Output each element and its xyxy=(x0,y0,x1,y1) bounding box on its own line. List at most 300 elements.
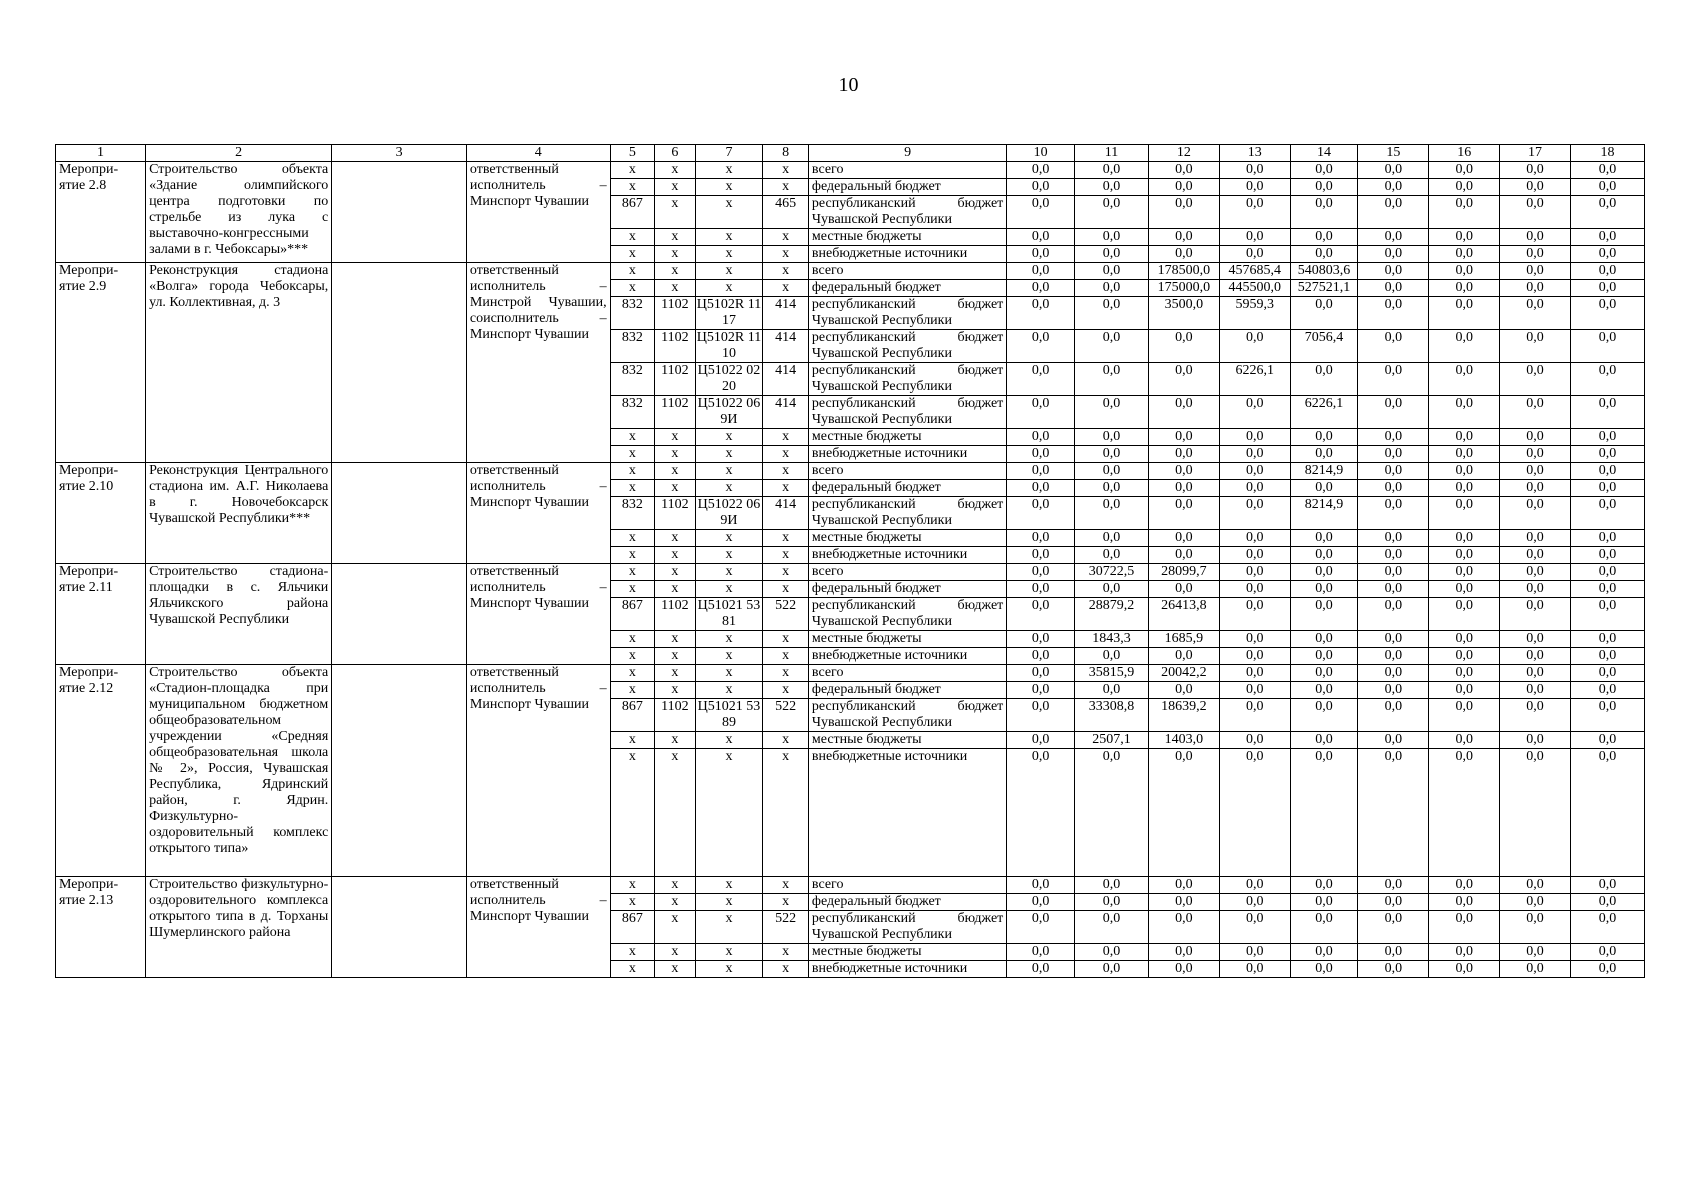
funding-source: республиканский бюджет Чувашской Республики xyxy=(808,297,1006,330)
column-3-cell xyxy=(332,665,467,877)
amount-cell: 0,0 xyxy=(1219,631,1290,648)
amount-cell: 0,0 xyxy=(1429,229,1500,246)
amount-cell: 178500,0 xyxy=(1148,263,1219,280)
amount-cell: 0,0 xyxy=(1358,363,1429,396)
amount-cell: 0,0 xyxy=(1358,894,1429,911)
column-number-18: 18 xyxy=(1570,145,1644,162)
funding-source: федеральный бюджет xyxy=(808,682,1006,699)
code-cell-c5: 867 xyxy=(610,598,655,631)
code-cell-c8: x xyxy=(763,648,809,665)
amount-cell: 0,0 xyxy=(1358,463,1429,480)
amount-cell: 0,0 xyxy=(1219,564,1290,581)
table-row xyxy=(56,463,1645,480)
code-cell-c6: x xyxy=(655,665,695,682)
column-3-cell xyxy=(332,463,467,564)
amount-cell: 0,0 xyxy=(1500,497,1571,530)
amount-cell: 0,0 xyxy=(1429,446,1500,463)
amount-cell: 0,0 xyxy=(1500,246,1571,263)
funding-source: местные бюджеты xyxy=(808,944,1006,961)
code-cell-c5: 867 xyxy=(610,911,655,944)
code-cell-c8: x xyxy=(763,480,809,497)
code-cell-c8: 414 xyxy=(763,297,809,330)
amount-cell: 0,0 xyxy=(1358,530,1429,547)
amount-cell: 0,0 xyxy=(1290,297,1358,330)
amount-cell: 0,0 xyxy=(1075,877,1149,894)
amount-cell: 0,0 xyxy=(1570,631,1644,648)
funding-source: республиканский бюджет Чувашской Республики xyxy=(808,699,1006,732)
amount-cell: 0,0 xyxy=(1429,581,1500,598)
code-cell-c5: 832 xyxy=(610,297,655,330)
code-cell-c8: 414 xyxy=(763,396,809,429)
code-cell-c5: x xyxy=(610,229,655,246)
code-cell-c7: Ц51022 0220 xyxy=(695,363,763,396)
code-cell-c8: x xyxy=(763,944,809,961)
funding-source: местные бюджеты xyxy=(808,229,1006,246)
code-cell-c6: x xyxy=(655,446,695,463)
amount-cell: 0,0 xyxy=(1219,894,1290,911)
code-cell-c8: 522 xyxy=(763,598,809,631)
code-cell-c6: x xyxy=(655,682,695,699)
code-cell-c6: x xyxy=(655,263,695,280)
amount-cell: 0,0 xyxy=(1570,732,1644,749)
amount-cell: 0,0 xyxy=(1429,944,1500,961)
amount-cell: 0,0 xyxy=(1219,229,1290,246)
amount-cell: 6226,1 xyxy=(1219,363,1290,396)
amount-cell: 0,0 xyxy=(1007,547,1075,564)
column-number-11: 11 xyxy=(1075,145,1149,162)
amount-cell: 0,0 xyxy=(1500,363,1571,396)
amount-cell: 0,0 xyxy=(1219,877,1290,894)
amount-cell: 0,0 xyxy=(1007,564,1075,581)
amount-cell: 8214,9 xyxy=(1290,463,1358,480)
code-cell-c7: x xyxy=(695,162,763,179)
funding-source: всего xyxy=(808,162,1006,179)
amount-cell: 0,0 xyxy=(1429,396,1500,429)
amount-cell: 0,0 xyxy=(1219,396,1290,429)
code-cell-c8: x xyxy=(763,894,809,911)
amount-cell: 445500,0 xyxy=(1219,280,1290,297)
amount-cell: 0,0 xyxy=(1007,581,1075,598)
code-cell-c5: x xyxy=(610,749,655,877)
funding-source: всего xyxy=(808,463,1006,480)
amount-cell: 0,0 xyxy=(1570,581,1644,598)
amount-cell: 0,0 xyxy=(1075,894,1149,911)
code-cell-c5: x xyxy=(610,446,655,463)
amount-cell: 0,0 xyxy=(1500,631,1571,648)
amount-cell: 33308,8 xyxy=(1075,699,1149,732)
amount-cell: 0,0 xyxy=(1500,429,1571,446)
amount-cell: 0,0 xyxy=(1570,699,1644,732)
amount-cell: 0,0 xyxy=(1075,944,1149,961)
amount-cell: 0,0 xyxy=(1429,263,1500,280)
measure-id: Меропри- ятие 2.13 xyxy=(56,877,146,978)
code-cell-c5: x xyxy=(610,547,655,564)
code-cell-c6: 1102 xyxy=(655,330,695,363)
code-cell-c8: x xyxy=(763,665,809,682)
amount-cell: 0,0 xyxy=(1570,480,1644,497)
amount-cell: 0,0 xyxy=(1148,429,1219,446)
amount-cell: 0,0 xyxy=(1290,480,1358,497)
code-cell-c8: x xyxy=(763,732,809,749)
measure-name: Реконструкция Центрального стадиона им. А.Г. Николаева в г. Новочебоксарск Чувашской Республики*** xyxy=(146,463,332,564)
amount-cell: 0,0 xyxy=(1148,877,1219,894)
amount-cell: 0,0 xyxy=(1290,732,1358,749)
amount-cell: 0,0 xyxy=(1219,330,1290,363)
amount-cell: 527521,1 xyxy=(1290,280,1358,297)
column-3-cell xyxy=(332,263,467,463)
code-cell-c6: x xyxy=(655,961,695,978)
code-cell-c7: x xyxy=(695,665,763,682)
funding-source: местные бюджеты xyxy=(808,530,1006,547)
code-cell-c6: 1102 xyxy=(655,598,695,631)
amount-cell: 0,0 xyxy=(1429,961,1500,978)
amount-cell: 0,0 xyxy=(1075,497,1149,530)
measure-name: Строительство объекта «Здание олимпийского центра подготовки по стрельбе из лука с выставочно-конгрессными залами в г. Чебоксары»*** xyxy=(146,162,332,263)
amount-cell: 0,0 xyxy=(1148,162,1219,179)
code-cell-c6: x xyxy=(655,530,695,547)
code-cell-c8: x xyxy=(763,162,809,179)
funding-source: федеральный бюджет xyxy=(808,581,1006,598)
amount-cell: 0,0 xyxy=(1219,682,1290,699)
amount-cell: 0,0 xyxy=(1007,530,1075,547)
table-body xyxy=(56,162,1645,978)
code-cell-c7: x xyxy=(695,196,763,229)
amount-cell: 0,0 xyxy=(1429,480,1500,497)
table-row xyxy=(56,665,1645,682)
amount-cell: 0,0 xyxy=(1075,162,1149,179)
code-cell-c7: x xyxy=(695,463,763,480)
code-cell-c7: x xyxy=(695,581,763,598)
code-cell-c5: x xyxy=(610,631,655,648)
amount-cell: 0,0 xyxy=(1429,280,1500,297)
amount-cell: 0,0 xyxy=(1429,429,1500,446)
column-number-12: 12 xyxy=(1148,145,1219,162)
amount-cell: 0,0 xyxy=(1075,229,1149,246)
code-cell-c6: x xyxy=(655,280,695,297)
amount-cell: 0,0 xyxy=(1007,732,1075,749)
amount-cell: 0,0 xyxy=(1007,446,1075,463)
column-3-cell xyxy=(332,877,467,978)
amount-cell: 0,0 xyxy=(1500,446,1571,463)
amount-cell: 0,0 xyxy=(1075,911,1149,944)
amount-cell: 0,0 xyxy=(1358,944,1429,961)
column-number-3: 3 xyxy=(332,145,467,162)
amount-cell: 0,0 xyxy=(1290,631,1358,648)
amount-cell: 0,0 xyxy=(1570,944,1644,961)
code-cell-c8: x xyxy=(763,682,809,699)
code-cell-c7: x xyxy=(695,944,763,961)
amount-cell: 0,0 xyxy=(1429,196,1500,229)
measure-name: Строительство объекта «Стадион-площадка при муниципальном бюджетном общеобразовательном учреждении «Средняя общеобразовательная школа № 2», Россия, Чувашская Республика, Ядринский район, г. Ядрин. Физкультурно-оздоровительный комплекс открытого типа» xyxy=(146,665,332,877)
amount-cell: 0,0 xyxy=(1290,598,1358,631)
code-cell-c5: x xyxy=(610,944,655,961)
amount-cell: 0,0 xyxy=(1148,547,1219,564)
amount-cell: 0,0 xyxy=(1570,682,1644,699)
funding-source: республиканский бюджет Чувашской Республики xyxy=(808,330,1006,363)
amount-cell: 0,0 xyxy=(1007,648,1075,665)
amount-cell: 0,0 xyxy=(1500,330,1571,363)
amount-cell: 0,0 xyxy=(1219,944,1290,961)
amount-cell: 0,0 xyxy=(1290,944,1358,961)
funding-source: республиканский бюджет Чувашской Республики xyxy=(808,598,1006,631)
amount-cell: 0,0 xyxy=(1007,497,1075,530)
amount-cell: 0,0 xyxy=(1075,263,1149,280)
amount-cell: 0,0 xyxy=(1007,699,1075,732)
code-cell-c5: x xyxy=(610,280,655,297)
column-number-14: 14 xyxy=(1290,145,1358,162)
amount-cell: 0,0 xyxy=(1358,699,1429,732)
amount-cell: 30722,5 xyxy=(1075,564,1149,581)
amount-cell: 0,0 xyxy=(1219,179,1290,196)
amount-cell: 0,0 xyxy=(1358,732,1429,749)
code-cell-c8: x xyxy=(763,263,809,280)
amount-cell: 0,0 xyxy=(1358,665,1429,682)
amount-cell: 0,0 xyxy=(1007,179,1075,196)
funding-source: внебюджетные источники xyxy=(808,246,1006,263)
amount-cell: 0,0 xyxy=(1148,196,1219,229)
code-cell-c5: 867 xyxy=(610,196,655,229)
amount-cell: 0,0 xyxy=(1007,429,1075,446)
amount-cell: 0,0 xyxy=(1500,732,1571,749)
code-cell-c8: x xyxy=(763,429,809,446)
amount-cell: 0,0 xyxy=(1219,497,1290,530)
amount-cell: 540803,6 xyxy=(1290,263,1358,280)
measure-name: Строительство физкультурно-оздоровительного комплекса открытого типа в д. Торханы Шумерлинского района xyxy=(146,877,332,978)
amount-cell: 28099,7 xyxy=(1148,564,1219,581)
code-cell-c5: x xyxy=(610,961,655,978)
amount-cell: 0,0 xyxy=(1007,944,1075,961)
amount-cell: 0,0 xyxy=(1500,480,1571,497)
amount-cell: 0,0 xyxy=(1500,961,1571,978)
column-number-13: 13 xyxy=(1219,145,1290,162)
code-cell-c7: x xyxy=(695,246,763,263)
amount-cell: 0,0 xyxy=(1500,682,1571,699)
measure-name: Реконструкция стадиона «Волга» города Чебоксары, ул. Коллективная, д. 3 xyxy=(146,263,332,463)
amount-cell: 0,0 xyxy=(1007,911,1075,944)
code-cell-c7: x xyxy=(695,564,763,581)
amount-cell: 0,0 xyxy=(1007,396,1075,429)
amount-cell: 0,0 xyxy=(1358,581,1429,598)
amount-cell: 0,0 xyxy=(1075,530,1149,547)
amount-cell: 28879,2 xyxy=(1075,598,1149,631)
amount-cell: 0,0 xyxy=(1219,446,1290,463)
amount-cell: 0,0 xyxy=(1570,179,1644,196)
amount-cell: 0,0 xyxy=(1075,429,1149,446)
amount-cell: 0,0 xyxy=(1570,263,1644,280)
amount-cell: 0,0 xyxy=(1570,547,1644,564)
amount-cell: 0,0 xyxy=(1500,581,1571,598)
amount-cell: 0,0 xyxy=(1570,911,1644,944)
code-cell-c6: x xyxy=(655,547,695,564)
column-number-6: 6 xyxy=(655,145,695,162)
amount-cell: 0,0 xyxy=(1148,396,1219,429)
funding-source: всего xyxy=(808,263,1006,280)
amount-cell: 0,0 xyxy=(1075,682,1149,699)
amount-cell: 0,0 xyxy=(1429,363,1500,396)
amount-cell: 0,0 xyxy=(1500,648,1571,665)
amount-cell: 0,0 xyxy=(1429,598,1500,631)
column-number-4: 4 xyxy=(466,145,610,162)
amount-cell: 0,0 xyxy=(1290,749,1358,877)
amount-cell: 0,0 xyxy=(1007,598,1075,631)
code-cell-c8: x xyxy=(763,749,809,877)
amount-cell: 0,0 xyxy=(1570,196,1644,229)
code-cell-c8: x xyxy=(763,246,809,263)
code-cell-c8: x xyxy=(763,446,809,463)
amount-cell: 0,0 xyxy=(1500,530,1571,547)
amount-cell: 6226,1 xyxy=(1290,396,1358,429)
amount-cell: 0,0 xyxy=(1429,564,1500,581)
amount-cell: 0,0 xyxy=(1219,196,1290,229)
code-cell-c7: x xyxy=(695,263,763,280)
code-cell-c5: 832 xyxy=(610,330,655,363)
amount-cell: 0,0 xyxy=(1358,598,1429,631)
amount-cell: 0,0 xyxy=(1570,648,1644,665)
code-cell-c8: x xyxy=(763,530,809,547)
amount-cell: 0,0 xyxy=(1290,246,1358,263)
amount-cell: 0,0 xyxy=(1500,463,1571,480)
amount-cell: 0,0 xyxy=(1290,363,1358,396)
amount-cell: 0,0 xyxy=(1290,446,1358,463)
amount-cell: 0,0 xyxy=(1219,648,1290,665)
code-cell-c8: 414 xyxy=(763,363,809,396)
amount-cell: 0,0 xyxy=(1219,581,1290,598)
amount-cell: 0,0 xyxy=(1219,732,1290,749)
code-cell-c5: x xyxy=(610,665,655,682)
funding-source: республиканский бюджет Чувашской Республики xyxy=(808,497,1006,530)
amount-cell: 0,0 xyxy=(1500,162,1571,179)
amount-cell: 0,0 xyxy=(1500,665,1571,682)
amount-cell: 0,0 xyxy=(1219,530,1290,547)
code-cell-c6: x xyxy=(655,749,695,877)
code-cell-c6: x xyxy=(655,564,695,581)
amount-cell: 0,0 xyxy=(1148,330,1219,363)
amount-cell: 0,0 xyxy=(1219,749,1290,877)
measure-executor: ответственный исполнитель – Минспорт Чувашии xyxy=(466,564,610,665)
amount-cell: 0,0 xyxy=(1429,699,1500,732)
amount-cell: 0,0 xyxy=(1290,877,1358,894)
funding-source: всего xyxy=(808,564,1006,581)
amount-cell: 0,0 xyxy=(1358,297,1429,330)
measure-name: Строительство стадиона-площадки в с. Яльчики Яльчикского района Чувашской Республики xyxy=(146,564,332,665)
code-cell-c8: x xyxy=(763,877,809,894)
amount-cell: 0,0 xyxy=(1500,749,1571,877)
amount-cell: 0,0 xyxy=(1429,749,1500,877)
amount-cell: 0,0 xyxy=(1148,179,1219,196)
amount-cell: 0,0 xyxy=(1290,648,1358,665)
code-cell-c7: Ц5102R 1110 xyxy=(696,330,762,361)
amount-cell: 0,0 xyxy=(1219,961,1290,978)
table-row xyxy=(56,877,1645,894)
amount-cell: 8214,9 xyxy=(1290,497,1358,530)
amount-cell: 0,0 xyxy=(1007,894,1075,911)
amount-cell: 0,0 xyxy=(1007,749,1075,877)
funding-source: федеральный бюджет xyxy=(808,179,1006,196)
code-cell-c5: x xyxy=(610,682,655,699)
code-cell-c5: 867 xyxy=(610,699,655,732)
amount-cell: 0,0 xyxy=(1500,598,1571,631)
funding-source: внебюджетные источники xyxy=(808,749,1006,877)
code-cell-c8: x xyxy=(763,179,809,196)
amount-cell: 0,0 xyxy=(1148,246,1219,263)
program-table xyxy=(55,144,1645,978)
amount-cell: 0,0 xyxy=(1429,179,1500,196)
amount-cell: 0,0 xyxy=(1290,961,1358,978)
column-number-8: 8 xyxy=(763,145,809,162)
funding-source: республиканский бюджет Чувашской Республики xyxy=(808,396,1006,429)
amount-cell: 0,0 xyxy=(1500,547,1571,564)
amount-cell: 0,0 xyxy=(1358,631,1429,648)
amount-cell: 0,0 xyxy=(1570,446,1644,463)
amount-cell: 0,0 xyxy=(1570,598,1644,631)
code-cell-c6: x xyxy=(655,246,695,263)
code-cell-c6: 1102 xyxy=(655,297,695,330)
code-cell-c6: 1102 xyxy=(655,396,695,429)
code-cell-c5: x xyxy=(610,480,655,497)
amount-cell: 0,0 xyxy=(1358,497,1429,530)
funding-source: республиканский бюджет Чувашской Республики xyxy=(808,196,1006,229)
code-cell-c6: 1102 xyxy=(655,363,695,396)
amount-cell: 0,0 xyxy=(1358,229,1429,246)
amount-cell: 0,0 xyxy=(1290,682,1358,699)
amount-cell: 0,0 xyxy=(1219,246,1290,263)
amount-cell: 0,0 xyxy=(1007,280,1075,297)
amount-cell: 26413,8 xyxy=(1148,598,1219,631)
amount-cell: 0,0 xyxy=(1570,894,1644,911)
amount-cell: 0,0 xyxy=(1358,162,1429,179)
amount-cell: 0,0 xyxy=(1219,598,1290,631)
amount-cell: 0,0 xyxy=(1570,280,1644,297)
amount-cell: 0,0 xyxy=(1358,961,1429,978)
funding-source: федеральный бюджет xyxy=(808,280,1006,297)
code-cell-c5: x xyxy=(610,530,655,547)
code-cell-c8: 414 xyxy=(763,497,809,530)
amount-cell: 7056,4 xyxy=(1290,330,1358,363)
amount-cell: 0,0 xyxy=(1007,196,1075,229)
amount-cell: 0,0 xyxy=(1075,547,1149,564)
code-cell-c7: x xyxy=(695,877,763,894)
amount-cell: 0,0 xyxy=(1358,280,1429,297)
amount-cell: 0,0 xyxy=(1358,749,1429,877)
amount-cell: 0,0 xyxy=(1007,961,1075,978)
table-row xyxy=(56,564,1645,581)
amount-cell: 0,0 xyxy=(1075,648,1149,665)
code-cell-c6: x xyxy=(655,631,695,648)
code-cell-c7: x xyxy=(695,179,763,196)
code-cell-c8: x xyxy=(763,961,809,978)
measure-id: Меропри- ятие 2.8 xyxy=(56,162,146,263)
measure-executor: ответственный исполнитель – Минстрой Чувашии, соисполнитель – Минспорт Чувашии xyxy=(466,263,610,463)
amount-cell: 0,0 xyxy=(1290,564,1358,581)
code-cell-c7: x xyxy=(695,749,763,877)
code-cell-c6: 1102 xyxy=(655,497,695,530)
amount-cell: 0,0 xyxy=(1148,944,1219,961)
amount-cell: 0,0 xyxy=(1358,179,1429,196)
code-cell-c7: Ц51021 5381 xyxy=(695,598,763,631)
funding-source: республиканский бюджет Чувашской Республики xyxy=(808,911,1006,944)
amount-cell: 0,0 xyxy=(1500,263,1571,280)
funding-source: всего xyxy=(808,665,1006,682)
code-cell-c7: Ц51022 069И xyxy=(695,396,763,429)
amount-cell: 0,0 xyxy=(1290,911,1358,944)
code-cell-c5: x xyxy=(610,564,655,581)
funding-source: федеральный бюджет xyxy=(808,894,1006,911)
amount-cell: 0,0 xyxy=(1007,229,1075,246)
amount-cell: 0,0 xyxy=(1500,911,1571,944)
code-cell-c5: x xyxy=(610,732,655,749)
amount-cell: 0,0 xyxy=(1429,162,1500,179)
amount-cell: 0,0 xyxy=(1358,396,1429,429)
